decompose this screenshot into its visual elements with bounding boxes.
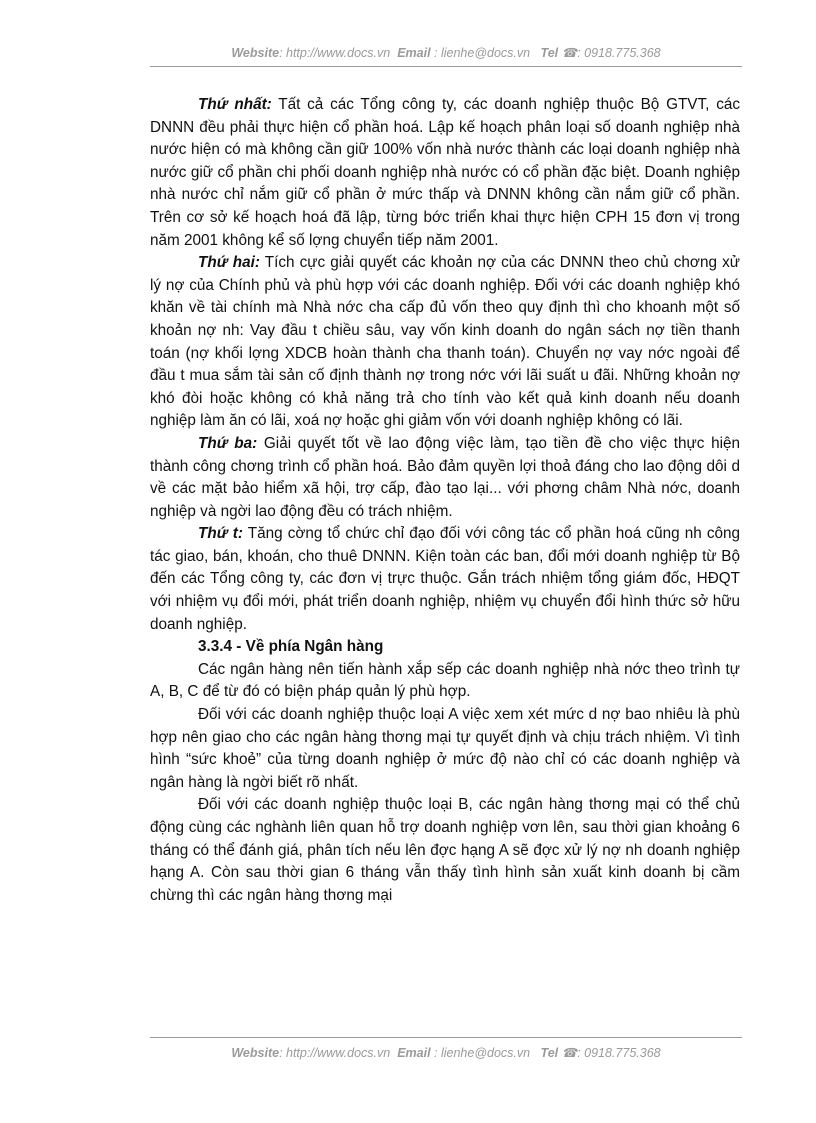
phone-icon: ☎ bbox=[561, 1046, 578, 1060]
page-header bbox=[150, 45, 742, 60]
footer-tel-label: Tel bbox=[540, 1046, 559, 1060]
paragraph-fourth bbox=[150, 523, 740, 636]
paragraph-label: Thứ t: bbox=[198, 525, 243, 543]
paragraph-second bbox=[150, 252, 740, 433]
footer-divider bbox=[150, 1037, 742, 1038]
paragraph-label: Thứ nhất: bbox=[198, 96, 272, 113]
paragraph-bank-ranking: Các ngân hàng nên tiến hành xắp sếp các doanh nghiệp nhà nớc theo trình tự A, B, C để từ đó có biện pháp quản lý phù hợp. bbox=[150, 660, 740, 701]
header-website-label: Website bbox=[231, 46, 280, 60]
paragraph-third bbox=[150, 433, 740, 523]
section-heading: 3.3.4 - Về phía Ngân hàng bbox=[198, 638, 384, 656]
header-email-label: Email bbox=[397, 46, 431, 60]
paragraph-text: Tích cực giải quyết các khoản nợ của các DNNN theo chủ chơng xử lý nợ của Chính phủ và phù hợp với các doanh nghiệp. Đối với các doanh nghiệp khó khăn về tài chính mà Nhà nớc cha cấp đủ vốn theo quy định thì cho khoanh một số khoản nợ nh: Vay đầu t chiều sâu, vay vốn kinh doanh do ngân sách nợ tiền thanh toán (nợ khối lợng XDCB hoàn thành cha thanh toán). Chuyển nợ vay nớc ngoài để đầu t mua sắm tài sản cố định thành nợ trong nớc với lãi suất u đãi. Những khoản nợ khó đòi hoặc không có khả năng trả cho tính vào kết quả kinh doanh nếu doanh nghiệp làm ăn có lãi, xoá nợ hoặc ghi giảm vốn với doanh nghiệp không có lãi. bbox=[150, 254, 740, 430]
paragraph-type-b: Đối với các doanh nghiệp thuộc loại B, các ngân hàng thơng mại có thể chủ động cùng các nghành liên quan hỗ trợ doanh nghiệp vơn lên, sau thời gian khoảng 6 tháng có thể đánh giá, phân tích nếu lên đợc hạng A sẽ đợc xử lý nợ nh doanh nghiệp hạng A. Còn sau thời gian 6 tháng vẫn thấy tình hình sản xuất kinh doanh bị cầm chừng thì các ngân hàng thơng mại bbox=[150, 796, 740, 904]
footer-email-label: Email bbox=[397, 1046, 431, 1060]
paragraph-text: Tất cả các Tổng công ty, các doanh nghiệp thuộc Bộ GTVT, các DNNN đều phải thực hiện cổ phần hoá. Lập kế hoạch phân loại số doanh nghiệp nhà nước hiện có mà không cần giữ 100% vốn nhà nước thành các loại doanh nghiệp nhà nước giữ cổ phần chi phối doanh nghiệp nhà nước có cổ phần đặc biệt. Doanh nghiệp nhà nước chỉ nắm giữ cổ phần ở mức thấp và DNNN không cần nắm giữ cổ phần. Trên cơ sở kế hoạch hoá đã lập, từng bớc triển khai thực hiện CPH 15 đơn vị trong năm 2001 không kể số lợng chuyển tiếp năm 2001. bbox=[150, 96, 740, 249]
header-email-value[interactable]: : lienhe@docs.vn bbox=[434, 46, 531, 60]
paragraph-text: Giải quyết tốt về lao động việc làm, tạo tiền đề cho việc thực hiện thành công chơng trình cổ phần hoá. Bảo đảm quyền lợi thoả đáng cho lao động dôi d về các mặt bảo hiểm xã hội, trợ cấp, đào tạo lại... với phơng châm Nhà nớc, doanh nghiệp và ngời lao động đều có trách nhiệm. bbox=[150, 434, 740, 520]
footer-website-value[interactable]: : http://www.docs.vn bbox=[279, 1046, 391, 1060]
document-body bbox=[150, 94, 740, 907]
paragraph-type-a: Đối với các doanh nghiệp thuộc loại A việc xem xét mức d nợ bao nhiêu là phù hợp nên giao cho các ngân hàng thơng mại tự quyết định và chịu trách nhiệm. Vì tình hình “sức khoẻ” của từng doanh nghiệp ở mức độ nào chỉ có các doanh nghiệp và ngân hàng là ngời biết rõ nhất. bbox=[150, 706, 740, 791]
footer-email-value[interactable]: : lienhe@docs.vn bbox=[434, 1046, 531, 1060]
header-tel-label: Tel bbox=[540, 46, 559, 60]
header-website-value[interactable]: : http://www.docs.vn bbox=[279, 46, 391, 60]
paragraph-label: Thứ ba: bbox=[198, 434, 258, 452]
footer-website-label: Website bbox=[231, 1046, 280, 1060]
page-footer bbox=[150, 1045, 742, 1060]
footer-tel-value: : 0918.775.368 bbox=[577, 1046, 661, 1060]
header-divider bbox=[150, 66, 742, 67]
paragraph-first bbox=[150, 94, 740, 252]
phone-icon: ☎ bbox=[561, 46, 578, 60]
header-tel-value: : 0918.775.368 bbox=[577, 46, 661, 60]
paragraph-text: Tăng cờng tổ chức chỉ đạo đối với công tác cổ phần hoá cũng nh công tác giao, bán, khoán, cho thuê DNNN. Kiện toàn các ban, đổi mới doanh nghiệp từ Bộ đến các Tổng công ty, các đơn vị trực thuộc. Gắn trách nhiệm tổng giám đốc, HĐQT với nhiệm vụ đổi mới, phát triển doanh nghiệp, nhiệm vụ chuyển đổi hình thức sở hữu doanh nghiệp. bbox=[150, 525, 741, 633]
paragraph-label: Thứ hai: bbox=[198, 254, 260, 272]
